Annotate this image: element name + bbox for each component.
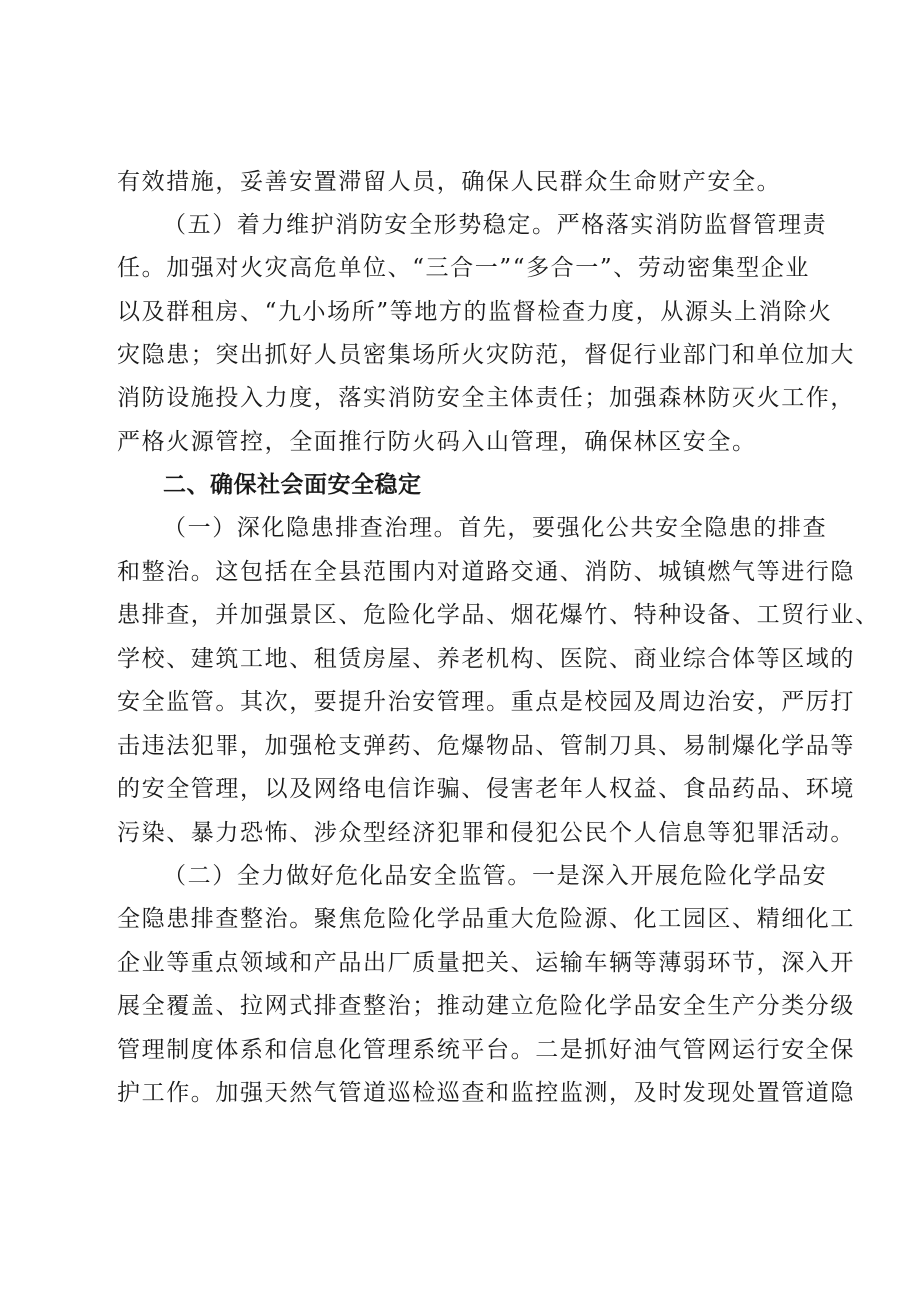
text-line: 和整治。这包括在全县范围内对道路交通、消防、城镇燃气等进行隐 [117,559,855,585]
text-line: 击违法犯罪，加强枪支弹药、危爆物品、管制刀具、易制爆化学品等 [117,733,855,759]
text-line: 污染、暴力恐怖、涉众型经济犯罪和侵犯公民个人信息等犯罪活动。 [117,820,855,846]
text-line: 任。加强对火灾高危单位、“三合一”“多合一”、劳动密集型企业 [117,255,811,281]
text-line: 全隐患排查整治。聚焦危险化学品重大危险源、化工园区、精细化工 [117,906,855,932]
text-line: 患排查，并加强景区、危险化学品、烟花爆竹、特种设备、工贸行业、 [117,602,880,628]
section-heading: 二、确保社会面安全稳定 [163,472,422,498]
text-line: 的安全管理，以及网络电信诈骗、侵害老年人权益、食品药品、环境 [117,776,855,802]
text-line: （二）全力做好危化品安全监管。一是深入开展危险化学品安 [163,863,828,889]
text-line: 以及群租房、“九小场所”等地方的监督检查力度，从源头上消除火 [117,299,833,325]
text-line: 学校、建筑工地、租赁房屋、养老机构、医院、商业综合体等区域的 [117,646,855,672]
text-line: （五）着力维护消防安全形势稳定。严格落实消防监督管理责 [163,212,828,238]
text-line: 消防设施投入力度，落实消防安全主体责任；加强森林防灭火工作， [117,385,855,411]
text-line: 管理制度体系和信息化管理系统平台。二是抓好油气管网运行安全保 [117,1037,855,1063]
text-line: （一）深化隐患排查治理。首先，要强化公共安全隐患的排查 [163,515,828,541]
text-line: 企业等重点领域和产品出厂质量把关、运输车辆等薄弱环节，深入开 [117,950,855,976]
text-line: 有效措施，妥善安置滞留人员，确保人民群众生命财产安全。 [117,169,782,195]
text-line: 安全监管。其次，要提升治安管理。重点是校园及周边治安，严厉打 [117,689,855,715]
text-line: 灾隐患；突出抓好人员密集场所火灾防范，督促行业部门和单位加大 [117,342,855,368]
text-line: 严格火源管控，全面推行防火码入山管理，确保林区安全。 [117,429,757,455]
text-line: 护工作。加强天然气管道巡检巡查和监控监测，及时发现处置管道隐 [117,1080,855,1106]
text-line: 展全覆盖、拉网式排查整治；推动建立危险化学品安全生产分类分级 [117,993,855,1019]
